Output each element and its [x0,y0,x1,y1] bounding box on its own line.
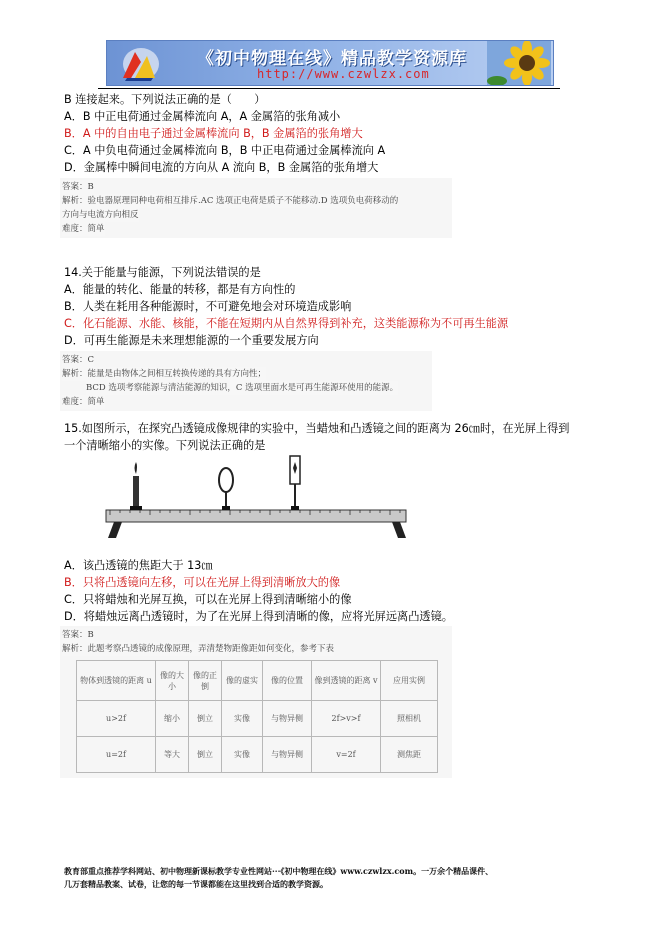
q13-stem: B 连接起来。下列说法正确的是（ ） [64,93,266,106]
table-cell: u=2f [77,737,156,773]
table-cell: u>2f [77,701,156,737]
table-cell: 实像 [222,701,263,737]
q13-analysis-2: 方向与电流方向相反 [62,210,139,220]
q13-option-d: D．金属棒中瞬间电流的方向从 A 流向 B，B 金属箔的张角增大 [64,161,379,174]
q14-option-c [64,317,508,331]
q15-option-b-text: B．只将凸透镜向左移，可以在光屏上得到清晰放大的像 [64,576,341,589]
table-header-cell: 像到透镜的距离 v [312,661,381,701]
sunflower-icon [487,41,551,86]
table-row [77,701,438,737]
table-header-row [77,661,438,701]
q14-option-b: B．人类在耗用各种能源时，不可避免地会对环境造成影响 [64,300,352,313]
q15-stem-2: 一个清晰缩小的实像。下列说法正确的是 [64,439,266,452]
light-screen [290,456,300,510]
site-logo-icon [117,46,161,82]
footer [64,865,604,891]
table-cell: 2f>v>f [312,701,381,737]
q15-option-d: D．将蜡烛远离凸透镜时，为了在光屏上得到清晰的像，应将光屏远离凸透镜。 [64,610,453,623]
header-banner [106,40,554,86]
bench-right-leg [392,522,406,538]
table-header-cell: 像的位置 [263,661,312,701]
table-cell: 与物异侧 [263,701,312,737]
table-cell: 测焦距 [381,737,438,773]
q14-analysis-1: 解析：能量是由物体之间相互转换传递的具有方向性； [62,369,267,379]
optical-bench-figure [100,452,412,542]
table-cell: 倒立 [189,737,222,773]
table-header-cell: 应用实例 [381,661,438,701]
table-cell: 照相机 [381,701,438,737]
q15-answer: 答案：B [62,630,94,640]
table-cell: 缩小 [156,701,189,737]
banner-title: 《初中物理在线》精品教学资源库 [197,49,467,69]
q13-answer: 答案：B [62,182,94,192]
q14-option-d: D．可再生能源是未来理想能源的一个重要发展方向 [64,334,319,347]
table-header-cell: 像的大小 [156,661,189,701]
q13-option-b-text: B．A 中的自由电子通过金属棒流向 B，B 金属箔的张角增大 [64,127,363,140]
q15-option-b [64,576,340,590]
q13-option-b [64,127,363,141]
table-cell: 实像 [222,737,263,773]
table-header-cell: 像的正倒 [189,661,222,701]
q14-analysis-2: BCD 选项考察能源与清洁能源的知识，C 选项里面水是可再生能源环使用的能源。 [86,383,399,393]
q14-difficulty: 难度：简单 [62,397,105,407]
q15-analysis: 解析：此题考察凸透镜的成像原理，弄清楚物距像距如何变化，参考下表 [62,644,335,654]
table-cell: 等大 [156,737,189,773]
imaging-rules-table [76,660,438,773]
q13-option-c: C．A 中负电荷通过金属棒流向 B，B 中正电荷通过金属棒流向 A [64,144,386,157]
footer-line-2: 几万套精品教案、试卷，让您的每一节课都能在这里找到合适的教学资源。 [64,879,328,889]
q13-analysis-1: 解析：验电器原理同种电荷相互排斥.AC 选项正电荷是质子不能移动.D 选项负电荷移动的 [62,196,399,206]
convex-lens [219,468,233,510]
q14-option-c-text: C．化石能源、水能、核能，不能在短期内从自然界得到补充，这类能源称为不可再生能源 [64,317,509,330]
table-cell: 与物异侧 [263,737,312,773]
q14-stem: 14.关于能量与能源，下列说法错误的是 [64,266,261,279]
table-row [77,737,438,773]
q14-answer: 答案：C [62,355,95,365]
q15-option-a: A．该凸透镜的焦距大于 13㎝ [64,559,213,572]
table-header-cell: 物体到透镜的距离 u [77,661,156,701]
candle [130,462,142,510]
table-cell: v=2f [312,737,381,773]
q14-option-a: A．能量的转化、能量的转移，都是有方向性的 [64,283,296,296]
q15-stem-1: 15.如图所示，在探究凸透镜成像规律的实验中，当蜡烛和凸透镜之间的距离为 26㎝时，在光屏上得到 [64,422,570,435]
q13-difficulty: 难度：简单 [62,224,105,234]
table-header-cell: 像的虚实 [222,661,263,701]
banner-url[interactable]: http://www.czwlzx.com [257,67,430,81]
bench-left-leg [108,522,122,538]
table-cell: 倒立 [189,701,222,737]
footer-line-1: 教育部重点推荐学科网站、初中物理新课标教学专业性网站···《初中物理在线》www.czwlzx.com。一万余个精品课件、 [64,866,494,876]
q13-option-a: A．B 中正电荷通过金属棒流向 A，A 金属箔的张角减小 [64,110,341,123]
header-rule [98,88,560,89]
q15-option-c: C．只将蜡烛和光屏互换，可以在光屏上得到清晰缩小的像 [64,593,352,606]
